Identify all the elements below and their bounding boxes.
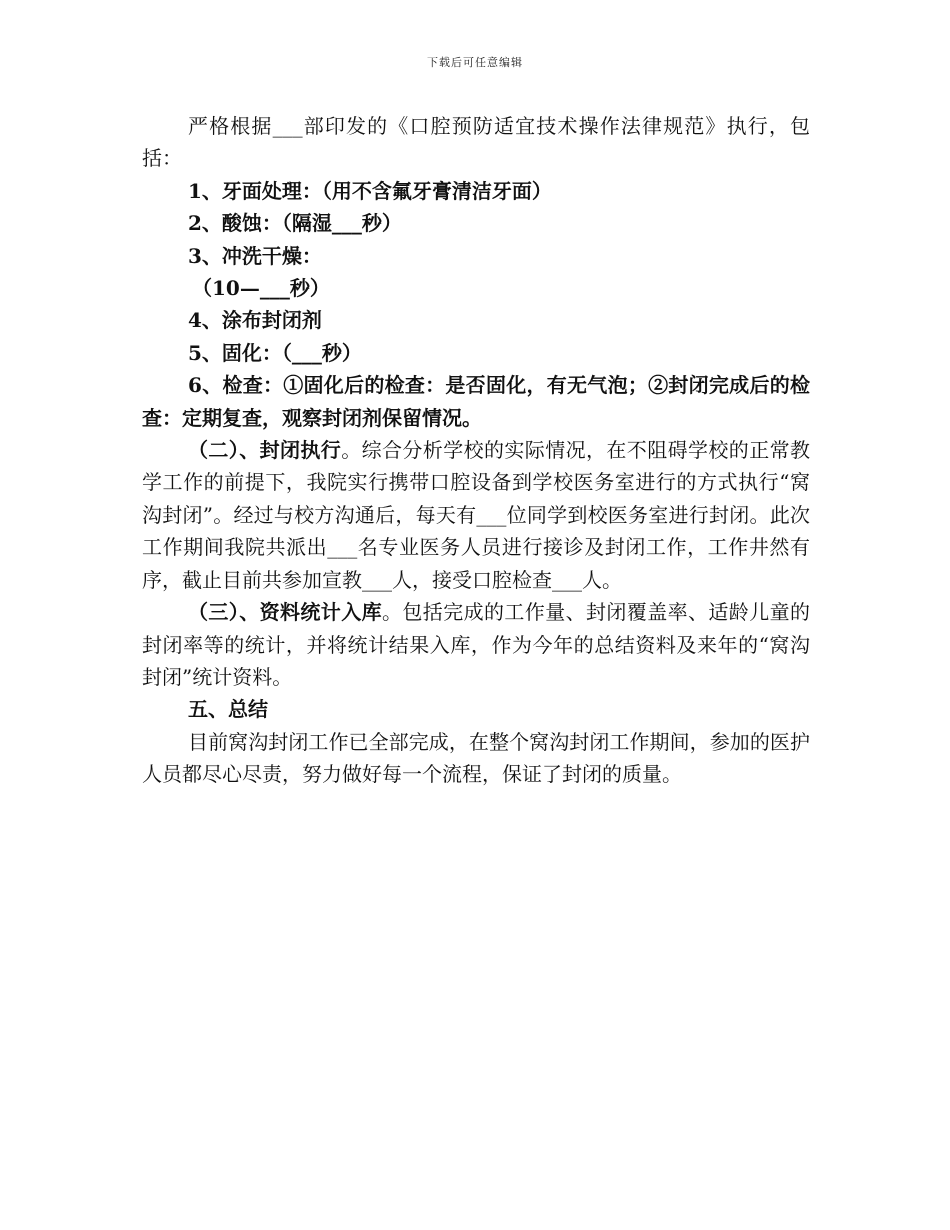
- section-2-heading: （二）、封闭执行: [188, 438, 342, 463]
- step-4: 4、涂布封闭剂: [188, 308, 322, 333]
- step-3: 3、冲洗干燥：: [188, 243, 322, 268]
- step-2: 2、酸蚀：（隔湿___秒）: [188, 211, 402, 236]
- section-2-text: 。综合分析学校的实际情况，在不阻碍学校的正常教学工作的前提下，我院实行携带口腔设备到学校医务室进行的方式执行“窝沟封闭”。经过与校方沟通后，每天有___位同学到校医务室进行封闭。此次工作期间我院共派出___名专业医务人员进行接诊及封闭工作，工作井然有序，截止目前共参加宣教___人，接受口腔检查___人。: [142, 438, 811, 592]
- section-5-heading: 五、总结: [188, 697, 268, 722]
- section-3-text: 。包括完成的工作量、封闭覆盖率、适龄儿童的封闭率等的统计，并将统计结果入库，作为今年的总结资料及来年的“窝沟封闭”统计资料。: [142, 600, 810, 689]
- section-3-heading: （三）、资料统计入库: [188, 600, 382, 625]
- intro-paragraph: 严格根据___部印发的《口腔预防适宜技术操作法律规范》执行，包括：: [142, 114, 810, 171]
- section-2-paragraph: [142, 434, 810, 596]
- page-header: 下载后可任意编辑: [427, 56, 523, 69]
- step-3-duration: （10—___秒）: [192, 276, 330, 301]
- step-1: 1、牙面处理：（用不含氟牙膏清洁牙面）: [188, 178, 552, 203]
- section-3-paragraph: [142, 596, 810, 693]
- document-body: [142, 110, 810, 791]
- section-5-paragraph: 目前窝沟封闭工作已全部完成，在整个窝沟封闭工作期间，参加的医护人员都尽心尽责，努力做好每一个流程，保证了封闭的质量。: [142, 729, 810, 787]
- step-6: 6、检查：①固化后的检查：是否固化，有无气泡；②封闭完成后的检查：定期复查，观察封闭剂保留情况。: [142, 373, 810, 430]
- step-5: 5、固化：（___秒）: [188, 340, 362, 365]
